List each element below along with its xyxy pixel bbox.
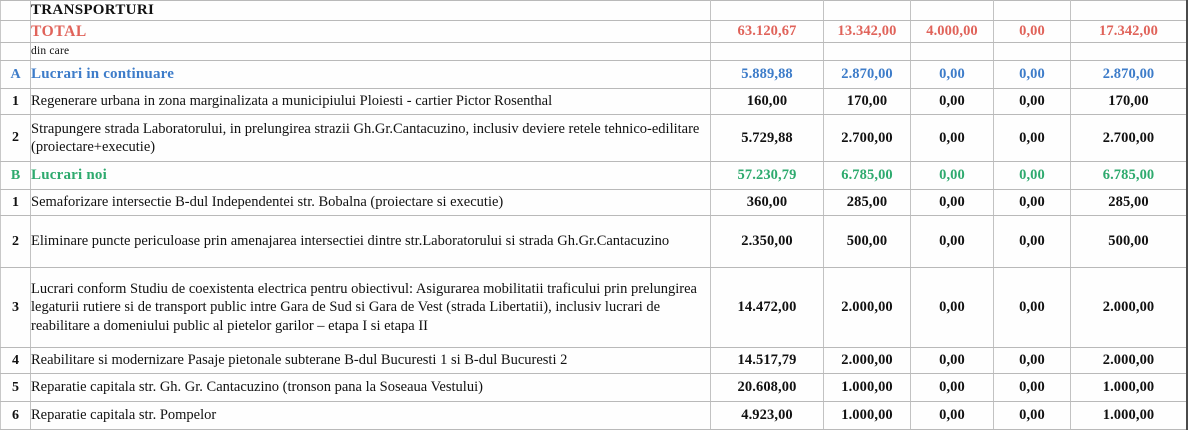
row-description-text: Lucrari conform Studiu de coexistenta electrica pentru obiectivul: Asigurarea mobilitatii traficului prin prelungirea legaturii rutiere si de transport public intre Gara de Sud si Gara de Vest (strada Libertatii), inclusiv lucrari de reabilitare a domeniului public al pietelor garilor – etapa I si etapa II [31,280,697,334]
row-value-cell [824,43,911,61]
row-value-cell: 17.342,00 [1071,21,1187,43]
table-row [1,402,1187,430]
row-description-cell [31,61,711,89]
row-index-cell: 3 [1,268,31,348]
table-row [1,374,1187,402]
row-index-cell: 2 [1,216,31,268]
row-description-cell [31,1,711,21]
row-value-cell: 2.000,00 [1071,348,1187,374]
row-value-cell: 1.000,00 [1071,374,1187,402]
table-row [1,1,1187,21]
row-value-cell: 285,00 [824,190,911,216]
row-description-cell [31,268,711,348]
row-value-cell: 0,00 [911,89,994,115]
row-description-text: Reabilitare si modernizare Pasaje pietonale subterane B-dul Bucuresti 1 si B-dul Bucuresti 2 [31,352,568,369]
row-value-cell: 2.350,00 [711,216,824,268]
row-value-cell: 0,00 [994,89,1071,115]
table-row [1,216,1187,268]
row-description-cell [31,348,711,374]
row-value-cell: 2.700,00 [824,115,911,162]
row-index-cell: 5 [1,374,31,402]
row-description-cell [31,216,711,268]
row-value-cell: 5.889,88 [711,61,824,89]
row-description-text: Lucrari noi [31,167,107,184]
row-index-cell [1,43,31,61]
row-value-cell: 285,00 [1071,190,1187,216]
row-value-cell: 14.517,79 [711,348,824,374]
row-description-text: Semaforizare intersectie B-dul Independentei str. Bobalna (proiectare si executie) [31,194,504,211]
row-value-cell: 0,00 [911,216,994,268]
row-value-cell: 170,00 [1071,89,1187,115]
row-description-cell [31,115,711,162]
row-value-cell: 57.230,79 [711,162,824,190]
page-right-margin [1188,0,1200,430]
row-index-cell: A [1,61,31,89]
row-value-cell: 1.000,00 [1071,402,1187,430]
row-description-text: Reparatie capitala str. Pompelor [31,407,217,424]
row-value-cell: 2.870,00 [1071,61,1187,89]
row-index-cell: 4 [1,348,31,374]
row-value-cell: 63.120,67 [711,21,824,43]
row-description-text: Regenerare urbana in zona marginalizata a municipiului Ploiesti - cartier Pictor Rosenthal [31,93,553,110]
row-value-cell: 6.785,00 [1071,162,1187,190]
row-value-cell [1071,1,1187,21]
table-row [1,43,1187,61]
row-value-cell [711,1,824,21]
row-index-cell [1,21,31,43]
row-value-cell: 14.472,00 [711,268,824,348]
row-value-cell: 0,00 [994,374,1071,402]
row-index-cell: 1 [1,190,31,216]
row-value-cell: 20.608,00 [711,374,824,402]
table-row [1,162,1187,190]
row-value-cell: 0,00 [994,268,1071,348]
row-value-cell [824,1,911,21]
row-value-cell: 4.923,00 [711,402,824,430]
row-value-cell: 0,00 [911,374,994,402]
row-description-cell [31,21,711,43]
row-value-cell: 0,00 [911,268,994,348]
row-index-cell: 6 [1,402,31,430]
row-description-text: Lucrari in continuare [31,66,175,83]
row-value-cell [1071,43,1187,61]
row-value-cell: 0,00 [994,162,1071,190]
row-description-text: Reparatie capitala str. Gh. Gr. Cantacuzino (tronson pana la Soseaua Vestului) [31,379,483,396]
row-value-cell: 0,00 [911,190,994,216]
row-value-cell: 0,00 [994,115,1071,162]
table-row [1,190,1187,216]
row-value-cell: 4.000,00 [911,21,994,43]
row-value-cell: 0,00 [911,348,994,374]
row-value-cell: 0,00 [994,190,1071,216]
row-description-text: din care [31,45,70,58]
table-row [1,115,1187,162]
row-value-cell: 0,00 [911,162,994,190]
table-row [1,89,1187,115]
row-description-text: Strapungere strada Laboratorului, in prelungirea strazii Gh.Gr.Cantacuzino, inclusiv deviere retele tehnico-edilitare (proiectare+executie) [31,120,700,156]
row-value-cell: 6.785,00 [824,162,911,190]
table-row [1,61,1187,89]
row-value-cell [994,1,1071,21]
row-index-cell: B [1,162,31,190]
row-description-text: Eliminare puncte periculoase prin amenajarea intersectiei dintre str.Laboratorului si strada Gh.Gr.Cantacuzino [31,233,670,250]
table-row [1,348,1187,374]
row-description-cell [31,162,711,190]
row-description-cell [31,190,711,216]
row-value-cell [994,43,1071,61]
row-value-cell: 0,00 [994,402,1071,430]
row-value-cell: 5.729,88 [711,115,824,162]
row-value-cell: 500,00 [824,216,911,268]
row-description-text: TRANSPORTURI [31,2,155,18]
row-value-cell: 13.342,00 [824,21,911,43]
row-description-text: TOTAL [31,22,87,40]
row-value-cell: 0,00 [994,216,1071,268]
row-value-cell: 2.000,00 [824,348,911,374]
table-row [1,268,1187,348]
row-value-cell: 0,00 [994,348,1071,374]
row-value-cell [911,1,994,21]
table-row [1,21,1187,43]
row-index-cell: 2 [1,115,31,162]
row-description-cell [31,374,711,402]
row-value-cell: 0,00 [911,115,994,162]
row-description-cell [31,402,711,430]
row-value-cell: 160,00 [711,89,824,115]
row-value-cell: 0,00 [911,61,994,89]
row-value-cell: 2.700,00 [1071,115,1187,162]
row-value-cell [911,43,994,61]
row-value-cell: 1.000,00 [824,402,911,430]
row-value-cell: 2.000,00 [1071,268,1187,348]
row-index-cell [1,1,31,21]
row-value-cell: 0,00 [911,402,994,430]
row-value-cell: 360,00 [711,190,824,216]
row-value-cell: 1.000,00 [824,374,911,402]
row-value-cell: 500,00 [1071,216,1187,268]
row-value-cell: 0,00 [994,61,1071,89]
row-value-cell: 2.000,00 [824,268,911,348]
row-description-cell [31,43,711,61]
row-value-cell: 0,00 [994,21,1071,43]
row-index-cell: 1 [1,89,31,115]
budget-table-body [1,1,1187,430]
row-value-cell: 170,00 [824,89,911,115]
row-value-cell [711,43,824,61]
row-description-cell [31,89,711,115]
row-value-cell: 2.870,00 [824,61,911,89]
